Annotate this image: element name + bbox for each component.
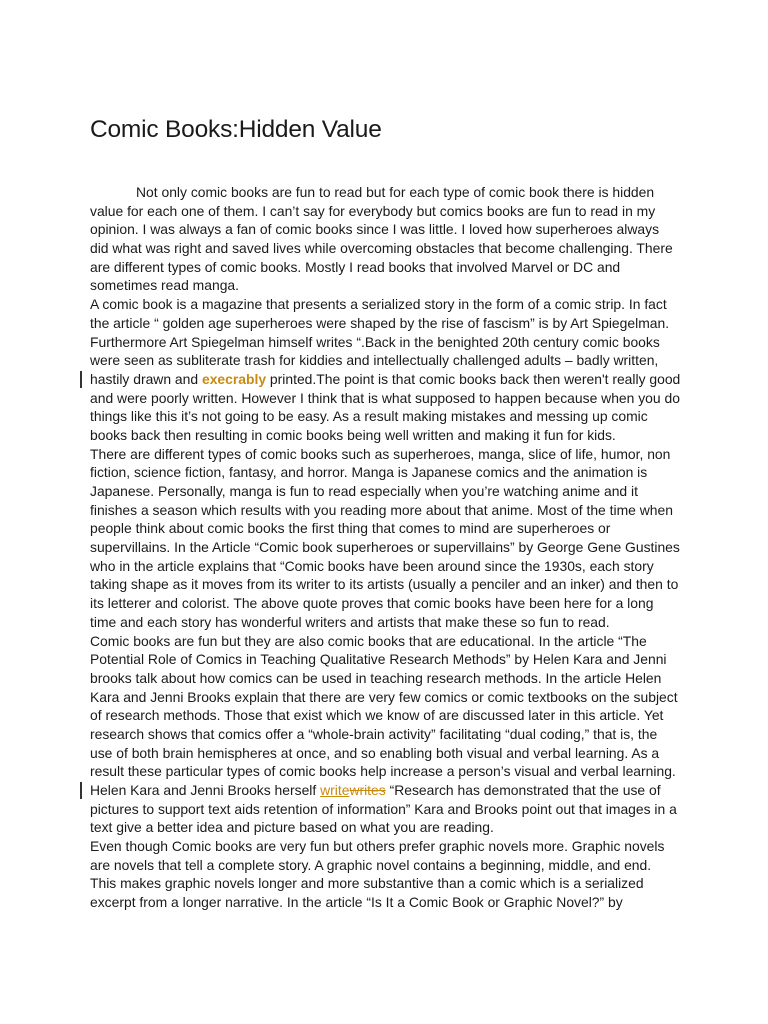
text-line: the article “ golden age superheroes were shaped by the rise of fascism” is by Art Spiegelman. (90, 314, 670, 331)
text-line: Kara and Jenni Brooks explain that there are very few comics or comic textbooks on the subject (90, 688, 678, 705)
text-line: things like this it’s not going to be easy. As a result making mistakes and messing up comic (90, 408, 648, 425)
text-line: pictures to support text aids retention of information” Kara and Brooks point out that images in a (90, 800, 677, 817)
text-line: Japanese. Personally, manga is fun to read especially when you’re watching anime and it (90, 483, 638, 499)
text-segment: “Research has demonstrated that the use of (385, 782, 661, 798)
text-line: supervillains. In the Article “Comic book superheroes or supervillains” by George Gene Gustines (90, 539, 680, 556)
text-line: use of both brain hemispheres at once, and so enabling both visual and verbal learning. As a (90, 744, 660, 761)
highlighted-word: execrably (201, 370, 267, 387)
text-line: excerpt from a longer narrative. In the article “Is It a Comic Book or Graphic Novel?” by (90, 894, 623, 911)
text-line: sometimes read manga. (90, 277, 240, 294)
text-line: Not only comic books are fun to read but for each type of comic book there is hidden (136, 184, 655, 200)
text-line: research shows that comics offer a “whole-brain activity” facilitating “dual coding,” that is, the (90, 725, 658, 742)
text-line: Potential Role of Comics in Teaching Qualitative Research Methods” by Helen Kara and Jenni (90, 651, 667, 668)
text-line: and were poorly written. However I think that is what supposed to happen because when you do (90, 389, 680, 406)
text-line (90, 781, 710, 800)
change-bar-marker (80, 782, 82, 799)
text-segment: Helen Kara and Jenni Brooks herself (90, 782, 321, 798)
text-line: Even though Comic books are very fun but others prefer graphic novels more. Graphic novels (90, 838, 665, 855)
document-body (90, 183, 710, 912)
text-line: time and each story has wonderful writers and artists that make these so fun to read. (90, 613, 610, 630)
text-line: text give a better idea and picture based on what you are reading. (90, 819, 494, 836)
text-line: of research methods. Those that exist which we know of are discussed later in this article. Yet (90, 707, 664, 724)
text-line: Furthermore Art Spiegelman himself writes “.Back in the benighted 20th century comic books (90, 333, 660, 350)
tracked-insertion: write (320, 782, 350, 798)
text-line: value for each one of them. I can’t say for everybody but comics books are fun to read in my (90, 202, 656, 219)
text-line: There are different types of comic books such as superheroes, manga, slice of life, humor, non (90, 445, 671, 462)
text-line: This makes graphic novels longer and more substantive than a comic which is a serialized (90, 875, 644, 892)
text-line: fiction, science fiction, fantasy, and horror. Manga is Japanese comics and the animation is (90, 464, 648, 481)
text-line: Comic books are fun but they are also comic books that are educational. In the article “The (90, 632, 647, 649)
text-line: opinion. I was always a fan of comic books since I was little. I loved how superheroes always (90, 221, 660, 238)
text-line: A comic book is a magazine that presents a serialized story in the form of a comic strip. In fact (90, 296, 667, 313)
change-bar-marker (80, 371, 82, 388)
text-line: people think about comic books the first thing that comes to mind are superheroes or (90, 520, 611, 537)
tracked-deletion: writes (349, 782, 386, 798)
text-segment: hastily drawn and (90, 370, 202, 387)
text-line: its letterer and colorist. The above quote proves that comic books have been here for a long (90, 595, 654, 612)
text-line: were seen as subliterate trash for kiddies and intellectually challenged adults – badly written, (90, 352, 659, 369)
text-line: who in the article explains that “Comic books have been around since the 1930s, each story (90, 557, 654, 574)
text-line: are different types of comic books. Mostly I read books that involved Marvel or DC and (90, 258, 621, 275)
text-line (90, 370, 710, 389)
text-line: taking shape as it moves from its writer to its artists (usually a penciler and an inker) and then to (90, 576, 679, 593)
document-title: Comic Books:Hidden Value (90, 116, 382, 143)
text-line: finishes a season which results with you reading more about that anime. Most of the time when (90, 501, 673, 518)
text-segment: printed.The point is that comic books back then weren't really good (266, 370, 681, 387)
text-line: books back then resulting in comic books being well written and making it fun for kids. (90, 426, 616, 443)
text-line: result these particular types of comic books help increase a person’s visual and verbal learning. (90, 763, 676, 780)
text-line: did what was right and saved lives while overcoming obstacles that become challenging. There (90, 240, 673, 257)
text-line: brooks talk about how comics can be used in teaching research methods. In the article Helen (90, 669, 662, 686)
text-line: are novels that tell a complete story. A graphic novel contains a beginning, middle, and end. (90, 856, 652, 873)
